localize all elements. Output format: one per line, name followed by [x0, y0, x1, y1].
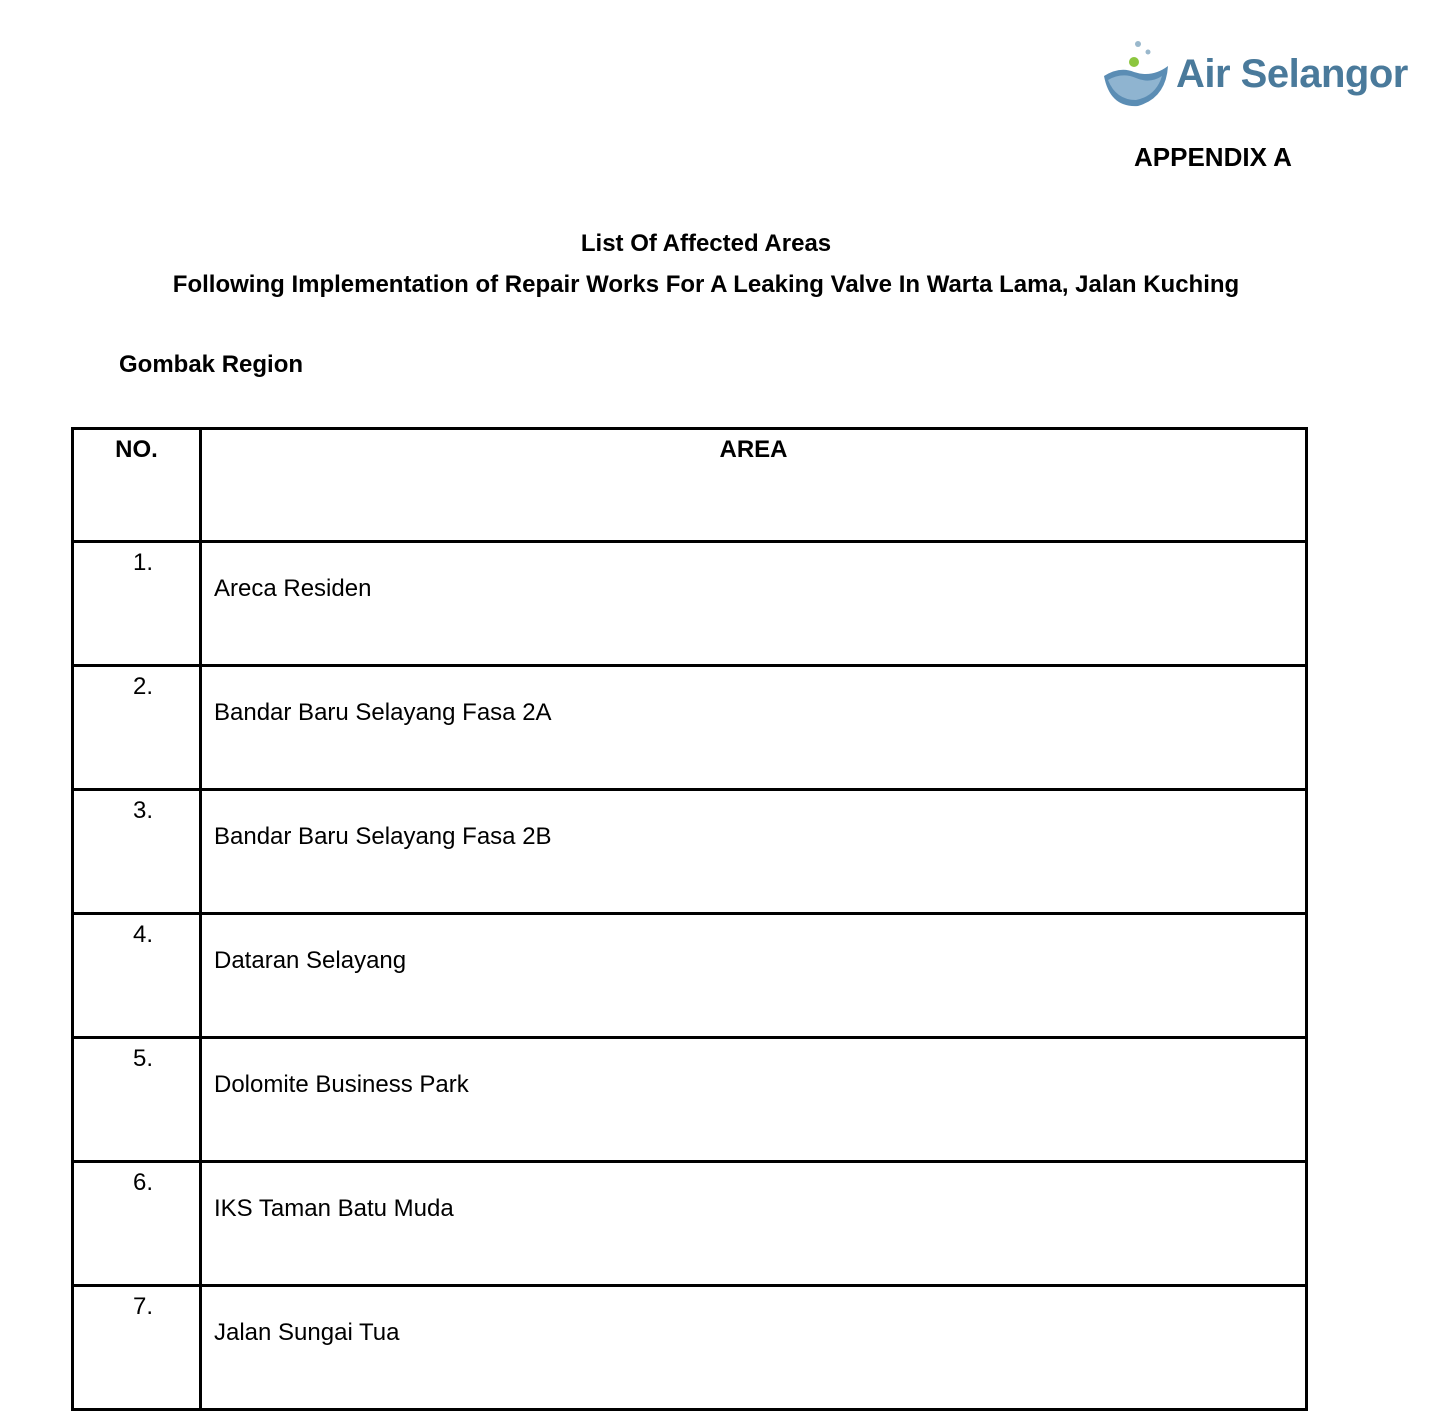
row-number: 6.: [73, 1162, 201, 1286]
logo-wordmark: Air Selangor: [1176, 52, 1408, 96]
affected-areas-table: [71, 427, 1308, 1411]
row-number: 5.: [73, 1038, 201, 1162]
row-number: 2.: [73, 666, 201, 790]
header-no: NO.: [73, 429, 201, 542]
table-row: [73, 1162, 1307, 1286]
row-area: Areca Residen: [201, 542, 1307, 666]
row-number: 4.: [73, 914, 201, 1038]
region-heading: Gombak Region: [119, 351, 304, 378]
table-row: [73, 914, 1307, 1038]
row-number: 7.: [73, 1286, 201, 1410]
row-area: Bandar Baru Selayang Fasa 2A: [201, 666, 1307, 790]
table-row: [73, 1038, 1307, 1162]
water-drop-icon: [1100, 36, 1172, 116]
row-area: Bandar Baru Selayang Fasa 2B: [201, 790, 1307, 914]
row-number: 3.: [73, 790, 201, 914]
table-header-row: [73, 429, 1307, 542]
header-area: AREA: [201, 429, 1307, 542]
row-area: IKS Taman Batu Muda: [201, 1162, 1307, 1286]
air-selangor-logo: [1100, 36, 1440, 116]
document-subtitle: Following Implementation of Repair Works For A Leaking Valve In Warta Lama, Jalan Kuching: [172, 271, 1240, 298]
row-area: Dataran Selayang: [201, 914, 1307, 1038]
table-row: [73, 542, 1307, 666]
row-area: Dolomite Business Park: [201, 1038, 1307, 1162]
table-row: [73, 666, 1307, 790]
table-row: [73, 790, 1307, 914]
row-area: Jalan Sungai Tua: [201, 1286, 1307, 1410]
table-row: [73, 1286, 1307, 1410]
row-number: 1.: [73, 542, 201, 666]
appendix-label: APPENDIX A: [1134, 142, 1292, 172]
document-title: List Of Affected Areas: [580, 230, 832, 257]
